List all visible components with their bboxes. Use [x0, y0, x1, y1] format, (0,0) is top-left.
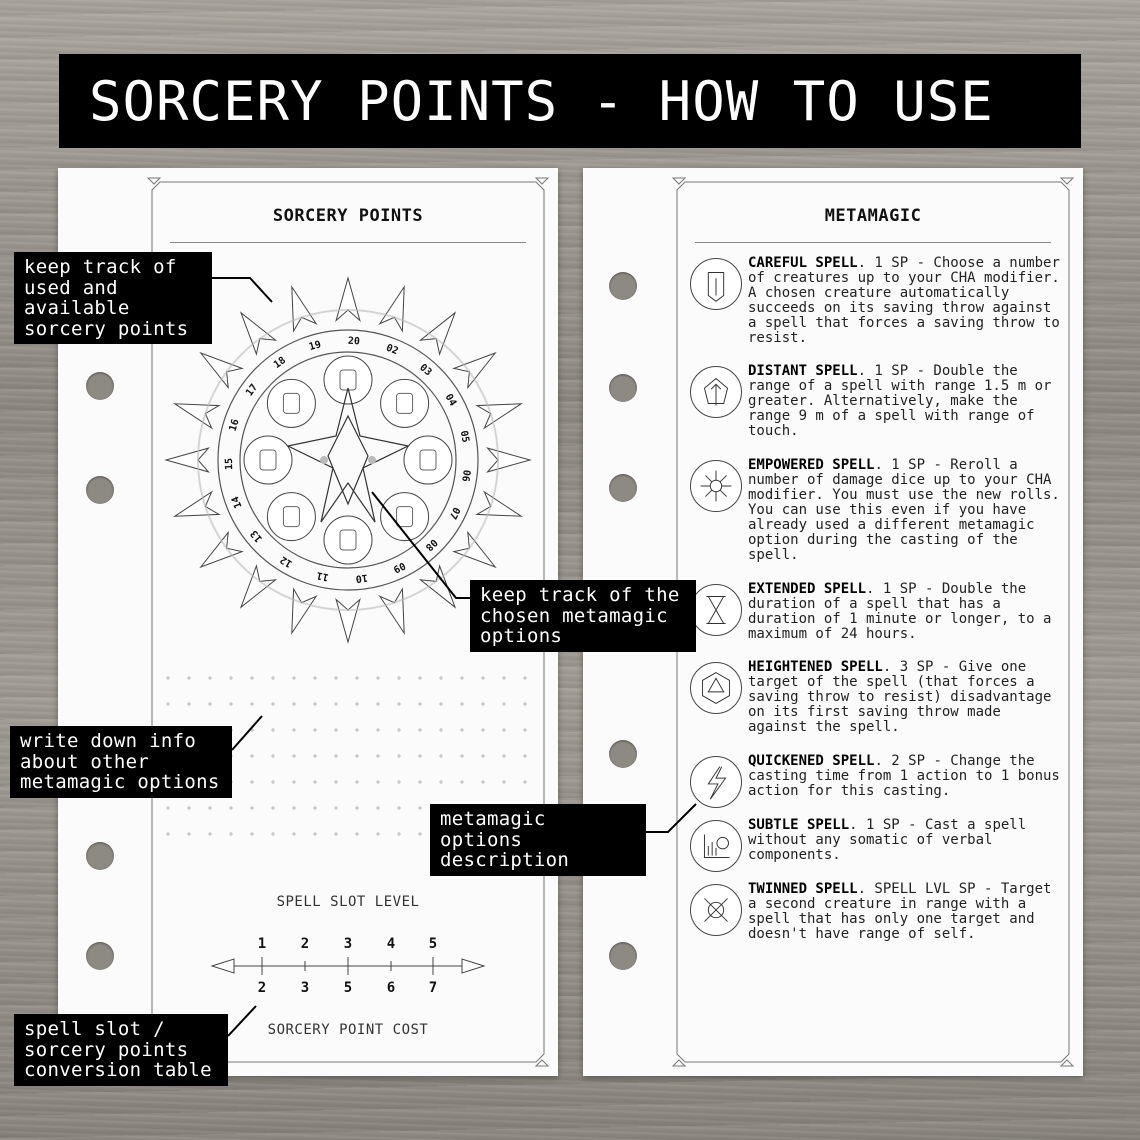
wheel-number: 20 [347, 335, 361, 348]
callout-description: metamagic options description [430, 804, 646, 876]
page-heading: METAMAGIC [824, 206, 922, 226]
metamagic-desc: . SPELL LVL SP - Target a second creature in range with a spell that has only one target and doesn't have range of self. [748, 881, 1052, 942]
metamagic-name: DISTANT SPELL [748, 363, 858, 379]
page-heading: SORCERY POINTS [272, 206, 424, 226]
point-cost-5: 7 [428, 980, 438, 996]
metamagic-name: EMPOWERED SPELL [748, 457, 875, 473]
wheel-number: 17 [244, 382, 261, 399]
metamagic-desc: . 1 SP - Choose a number of creatures up to your CHA modifier. A chosen creature automatically succeeds on its saving throw against a spell that forces a saving throw to resist. [748, 255, 1060, 346]
metamagic-name: CAREFUL SPELL [748, 255, 858, 271]
callout-write-down: write down info about other metamagic options [10, 726, 232, 798]
point-cost-1: 2 [257, 980, 267, 996]
slot-level-3: 3 [343, 936, 353, 952]
wheel-number: 06 [459, 468, 472, 483]
point-cost-3: 5 [343, 980, 353, 996]
wheel-number: 13 [248, 527, 265, 544]
slot-level-1: 1 [257, 936, 267, 952]
wheel-number: 05 [457, 429, 471, 444]
slot-level-4: 4 [386, 936, 396, 952]
metamagic-name: EXTENDED SPELL [748, 581, 867, 597]
point-cost-4: 6 [386, 980, 396, 996]
metamagic-desc: . 1 SP - Cast a spell without any somatic of verbal components. [748, 817, 1027, 863]
spell-slot-level-label: SPELL SLOT LEVEL [276, 894, 420, 910]
metamagic-desc: . 3 SP - Give one target of the spell (that forces a saving throw to resist) disadvantage on its first saving throw made against the spell. [748, 659, 1052, 735]
metamagic-name: QUICKENED SPELL [748, 753, 875, 769]
metamagic-desc: . 1 SP - Double the duration of a spell that has a duration of 1 minute or longer, to a maximum of 24 hours. [748, 581, 1052, 642]
metamagic-desc: . 1 SP - Double the range of a spell with range 1.5 m or greater. Alternatively, make the range 9 m of a spell with range of touch. [748, 363, 1052, 439]
wheel-number: 16 [227, 417, 242, 433]
page-title: SORCERY POINTS - HOW TO USE [89, 70, 994, 133]
metamagic-name: SUBTLE SPELL [748, 817, 850, 833]
wheel-number: 19 [307, 339, 323, 354]
wheel-number: 04 [442, 392, 459, 409]
metamagic-name: HEIGHTENED SPELL [748, 659, 883, 675]
metamagic-desc: . 1 SP - Reroll a number of damage dice up to your CHA modifier. You must use the new rolls. You can use this even if you have already used a different metamagic option during the casting of the spell. [748, 457, 1060, 563]
wheel-number: 03 [417, 362, 434, 379]
wheel-number: 12 [278, 553, 295, 570]
point-cost-2: 3 [300, 980, 310, 996]
callout-track-metamagic: keep track of the chosen metamagic options [470, 580, 696, 652]
callout-conversion: spell slot / sorcery points conversion table [14, 1014, 228, 1086]
metamagic-desc: . 2 SP - Change the casting time from 1 action to 1 bonus action for this casting. [748, 753, 1060, 799]
callout-track-points: keep track of used and available sorcery points [14, 252, 212, 344]
wheel-number: 10 [355, 571, 369, 584]
sorcery-point-cost-label: SORCERY POINT COST [267, 1022, 429, 1038]
slot-level-5: 5 [428, 936, 438, 952]
metamagic-name: TWINNED SPELL [748, 881, 858, 897]
wheel-number: 08 [422, 536, 440, 553]
wheel-number: 11 [315, 569, 330, 583]
wheel-number: 18 [271, 355, 289, 371]
wheel-number: 09 [391, 559, 407, 575]
wheel-number: 14 [229, 494, 245, 510]
slot-level-2: 2 [300, 936, 310, 952]
wheel-number: 07 [446, 505, 462, 521]
wheel-number: 15 [223, 457, 236, 471]
wheel-number: 02 [384, 342, 400, 358]
